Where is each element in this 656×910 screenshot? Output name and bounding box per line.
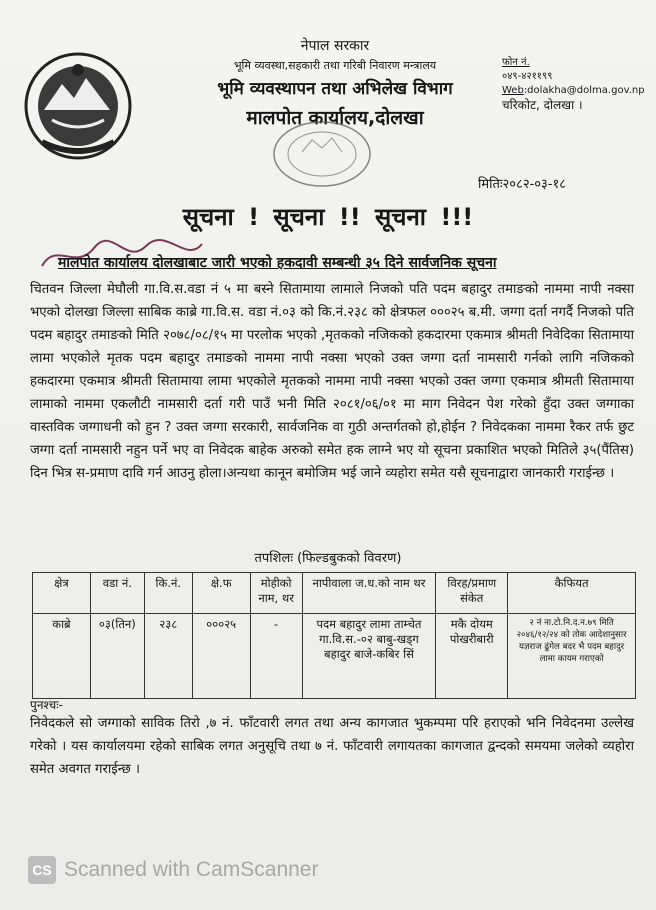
contact-block [502, 56, 652, 112]
cell-owner: पदम बहादुर लामा ताम्चेत गा.वि.स.-०२ बाबु-खड्ग बहादुर बाजे-कबिर सिं [302, 614, 436, 699]
phone-number: ०४९-४२११९९ [502, 71, 553, 82]
cell-remarks: २ नं ना.टो.नि.द.न.७९ मिति २०४६/१२/२४ को तोक आदेशानुसार यज्ञराज ढुंगेल बदर भै पदम बहादुर लामा कायम गराएको [508, 614, 636, 699]
cell-tenant: - [250, 614, 302, 699]
web-address: :dolakha@dolma.gov.np [523, 85, 645, 96]
postscript-label: पुनश्चः- [30, 698, 63, 712]
table-header-cell: नापीवाला ज.ध.को नाम थर [302, 573, 436, 614]
cell-size: ०००२५ [192, 614, 250, 699]
cell-ward: ०३(तिन) [90, 614, 144, 699]
notice-title: सूचना ! सूचना !! सूचना !!! [182, 203, 474, 231]
fieldbook-table [32, 572, 636, 699]
phone-label: फोन नं. [502, 57, 530, 68]
office-stamp-icon [262, 112, 380, 196]
ministry-name: भूमि व्यवस्था,सहकारी तथा गरिबी निवारण मन्त्रालय [233, 59, 437, 72]
table-header-cell: कैफियत [508, 573, 636, 614]
table-header-row [33, 573, 636, 614]
cell-kitta: २३८ [144, 614, 192, 699]
table-header-cell: मोहीको नाम, थर [250, 573, 302, 614]
camscanner-watermark [28, 856, 318, 884]
notice-date: मितिः२०८२-०३-१८ [478, 177, 567, 192]
department-name: भूमि व्यवस्थापन तथा अभिलेख विभाग [217, 79, 453, 99]
cell-area: काब्रे [33, 614, 91, 699]
notice-body: चितवन जिल्ला मेघौली गा.वि.स.वडा नं ५ मा बस्ने सितामाया लामाले निजको पति पदम बहादुर तमाङको नाममा नापी नक्सा भएको दोलखा जिल्ला साबिक काब्रे गा.वि.स. वडा नं.०३ को कि.नं.२३८ को क्षेत्रफल ०००२५ ब.मी. जग्गा दर्ता नगर्दै निजको पति पदम बहादुर तमाङको मिति २०७८/०८/१५ मा परलोक भएको ,मृतकको नजिकको हकदारमा एकमात्र श्रीमती निवेदिका सितामाया लामा भएकोले मृतक पदम बहादुर तमाङको नाममा नापी नक्सा भएको उक्त जग्गा दर्ता नामसारी गर्नको लागि नजिकको हकदारमा एकमात्र श्रीमती सितामाया लामा भएकोले मृतकको नाममा नापी नक्सा भएको उक्त जग्गा एकमात्र श्रीमती सितामाया लामाको नाममा एकलौटी नामसारी दर्ता गरी पाउँ भनी मिति २०८१/०६/०१ मा माग निवेदन पेश गरेको हुँदा उक्त जग्गाका वास्तविक जग्गाधनी को हुन ? उक्त जग्गा सरकारी, सार्वजनिक वा गुठी अन्तर्गतको हो,होईन ? निवेदकका नाममा रैकर तर्फ छुट जग्गा दर्ता नामसारी नहुन पर्ने भए वा निवेदक बाहेक अरुको समेत हक लाग्ने भए यो सूचना प्रकाशित भएको मितिले ३५(पैंतिस) दिन भित्र स-प्रमाण दावि गर्न आउनु होला।अन्यथा कानून बमोजिम भई जाने व्यहोरा समेत यसै सूचनाद्वारा जानकारी गराईन्छ । [30, 282, 634, 481]
table-header-cell: वडा नं. [90, 573, 144, 614]
table-header-cell: विरह/प्रमाण संकेत [436, 573, 508, 614]
web-label: Web [502, 85, 524, 96]
watermark-text: Scanned with CamScanner [64, 858, 319, 881]
postscript-text: निवेदकले सो जग्गाको साविक तिरो ,७ नं. फाँटवारी लगत तथा अन्य कागजात भुकम्पमा परि हराएको भनि निवेदनमा उल्लेख गरेको । यस कार्यालयमा रहेको साबिक लगत अनुसूचि तथा ७ नं. फाँटवारी लगायतका कागजात द्वन्दको समयमा जलेको व्यहोरा समेत अवगत गराईन्छ । [30, 716, 634, 777]
camscanner-logo-icon: CS [28, 856, 56, 884]
office-address: चरिकोट, दोलखा । [502, 98, 583, 112]
web-line [502, 84, 652, 98]
cell-code: मकै दोयम पोखरीबारी [436, 614, 508, 699]
government-name: नेपाल सरकार [300, 38, 370, 54]
table-header-cell: क्षेत्र [33, 573, 91, 614]
table-header-cell: कि.नं. [144, 573, 192, 614]
table-header-cell: क्षे.फ [192, 573, 250, 614]
notice-subtitle: मालपोत कार्यालय दोलखाबाट जारी भएको हकदावी सम्बन्धी ३५ दिने सार्वजनिक सूचना [58, 255, 497, 271]
office-name: मालपोत कार्यालय,दोलखा [246, 107, 424, 129]
table-row [33, 614, 636, 699]
table-caption: तपशिलः (फिल्डबुकको विवरण) [254, 551, 402, 566]
nepal-government-emblem-icon [22, 50, 134, 162]
